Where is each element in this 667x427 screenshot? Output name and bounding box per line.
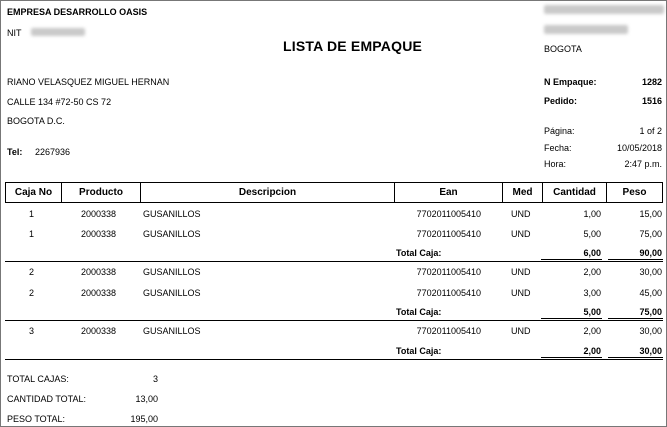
- company-city: BOGOTA: [544, 44, 582, 54]
- cell-ean: 7702011005410: [416, 326, 481, 336]
- total-cajas-value: 3: [152, 374, 158, 384]
- total-caja-peso: 30,00: [639, 346, 662, 356]
- subtotal-underline: [608, 357, 663, 358]
- col-header-descripcion: Descripcion: [141, 183, 395, 202]
- col-header-ean: Ean: [395, 183, 503, 202]
- total-caja-cantidad: 2,00: [583, 346, 601, 356]
- cell-ean: 7702011005410: [416, 267, 481, 277]
- total-caja-label: Total Caja:: [396, 248, 442, 258]
- peso-total-label: PESO TOTAL:: [7, 414, 66, 424]
- empaque-label: N Empaque:: [544, 77, 597, 87]
- cell-caja: 2: [29, 288, 35, 298]
- total-caja-cantidad: 5,00: [583, 307, 601, 317]
- subtotal-underline: [541, 318, 602, 319]
- page-title: LISTA DE EMPAQUE: [283, 38, 423, 54]
- pedido-value: 1516: [641, 96, 662, 106]
- cell-med: UND: [511, 326, 531, 336]
- empaque-value: 1282: [641, 77, 662, 87]
- company-phone-redacted: [544, 25, 628, 34]
- total-caja-peso: 75,00: [639, 307, 662, 317]
- cell-producto: 2000338: [81, 267, 117, 277]
- cell-peso: 75,00: [639, 229, 662, 239]
- tel-label: Tel:: [7, 147, 23, 157]
- cell-producto: 2000338: [81, 209, 117, 219]
- cell-caja: 3: [29, 326, 35, 336]
- customer-tel: 2267936: [35, 147, 71, 157]
- pagina-label: Página:: [544, 126, 575, 136]
- subtotal-underline: [608, 318, 663, 319]
- cell-peso: 15,00: [639, 209, 662, 219]
- fecha-value: 10/05/2018: [616, 143, 662, 153]
- nit-label: NIT: [7, 28, 22, 38]
- cell-descripcion: GUSANILLOS: [143, 288, 201, 298]
- cell-caja: 2: [29, 267, 35, 277]
- cantidad-total-value: 13,00: [135, 394, 158, 404]
- nit-redacted: [31, 28, 85, 36]
- group-divider: [5, 359, 663, 360]
- cantidad-total-label: CANTIDAD TOTAL:: [7, 394, 87, 404]
- col-header-med: Med: [503, 183, 543, 202]
- cell-descripcion: GUSANILLOS: [143, 326, 201, 336]
- cell-peso: 30,00: [639, 267, 662, 277]
- cell-cantidad: 1,00: [583, 209, 601, 219]
- cell-producto: 2000338: [81, 229, 117, 239]
- cell-descripcion: GUSANILLOS: [143, 229, 201, 239]
- cell-cantidad: 2,00: [583, 267, 601, 277]
- group-divider: [5, 261, 663, 262]
- total-caja-label: Total Caja:: [396, 307, 442, 317]
- col-header-cantidad: Cantidad: [543, 183, 607, 202]
- subtotal-underline: [541, 259, 602, 260]
- cell-descripcion: GUSANILLOS: [143, 267, 201, 277]
- total-caja-cantidad: 6,00: [583, 248, 601, 258]
- cell-peso: 30,00: [639, 326, 662, 336]
- cell-cantidad: 5,00: [583, 229, 601, 239]
- cell-caja: 1: [29, 229, 35, 239]
- cell-med: UND: [511, 229, 531, 239]
- cell-producto: 2000338: [81, 288, 117, 298]
- company-address-redacted: [544, 5, 664, 14]
- customer-city: BOGOTA D.C.: [7, 116, 65, 126]
- fecha-label: Fecha:: [544, 143, 572, 153]
- cell-ean: 7702011005410: [416, 288, 481, 298]
- total-caja-peso: 90,00: [639, 248, 662, 258]
- cell-ean: 7702011005410: [416, 209, 481, 219]
- company-name: EMPRESA DESARROLLO OASIS: [7, 7, 148, 17]
- cell-descripcion: GUSANILLOS: [143, 209, 201, 219]
- pedido-label: Pedido:: [544, 96, 577, 106]
- cell-cantidad: 2,00: [583, 326, 601, 336]
- cell-peso: 45,00: [639, 288, 662, 298]
- cell-cantidad: 3,00: [583, 288, 601, 298]
- pagina-value: 1 of 2: [639, 126, 662, 136]
- cell-med: UND: [511, 288, 531, 298]
- hora-label: Hora:: [544, 159, 567, 169]
- total-caja-label: Total Caja:: [396, 346, 442, 356]
- customer-address: CALLE 134 #72-50 CS 72: [7, 97, 112, 107]
- cell-producto: 2000338: [81, 326, 117, 336]
- col-header-caja: Caja No: [6, 183, 62, 202]
- subtotal-underline: [541, 357, 602, 358]
- table-header: [5, 182, 663, 203]
- col-header-producto: Producto: [62, 183, 141, 202]
- subtotal-underline: [608, 259, 663, 260]
- col-header-peso: Peso: [622, 187, 647, 198]
- cell-ean: 7702011005410: [416, 229, 481, 239]
- customer-name: RIANO VELASQUEZ MIGUEL HERNAN: [7, 77, 170, 87]
- cell-caja: 1: [29, 209, 35, 219]
- hora-value: 2:47 p.m.: [624, 159, 662, 169]
- peso-total-value: 195,00: [130, 414, 158, 424]
- total-cajas-label: TOTAL CAJAS:: [7, 374, 69, 384]
- cell-med: UND: [511, 267, 531, 277]
- group-divider: [5, 320, 663, 321]
- cell-med: UND: [511, 209, 531, 219]
